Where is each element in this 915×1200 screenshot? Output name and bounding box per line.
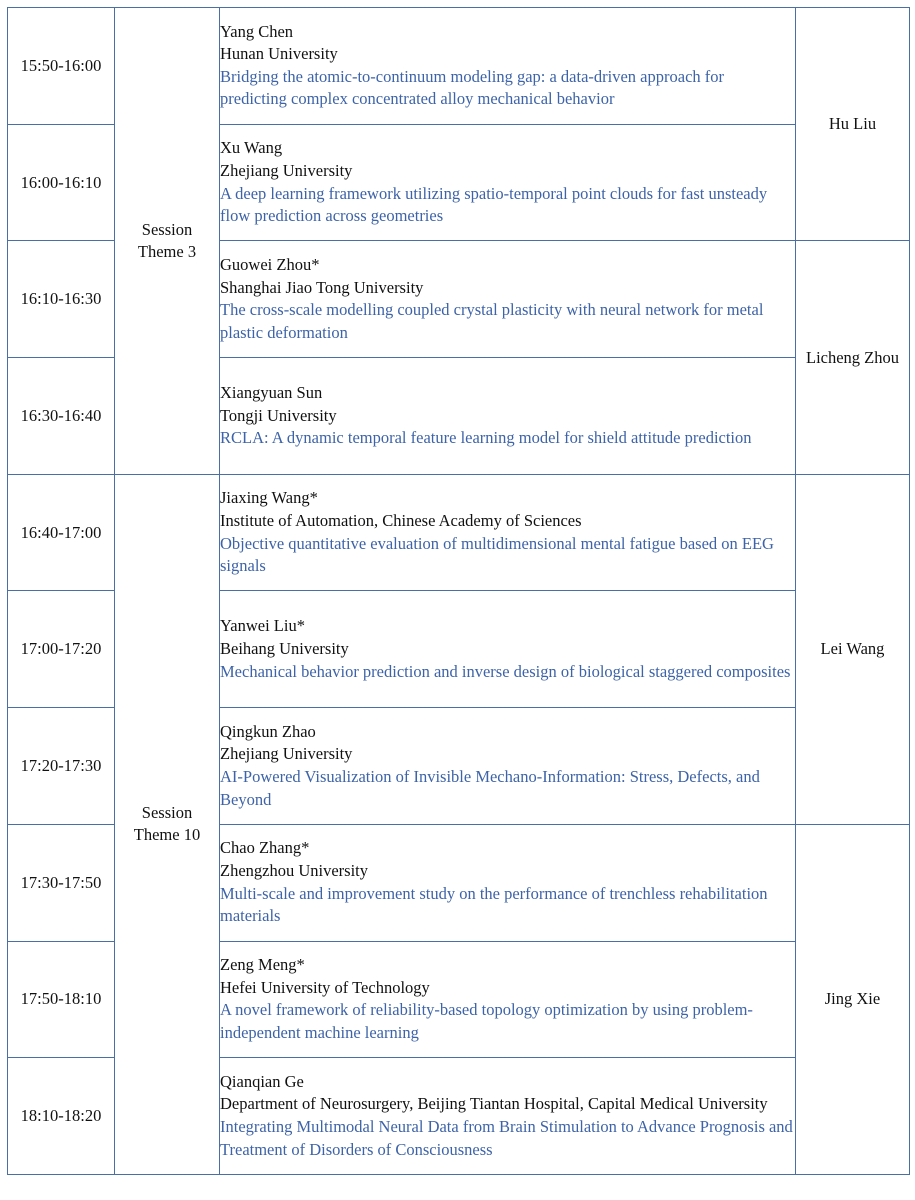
time-slot: 16:40-17:00 — [8, 474, 115, 591]
talk-cell — [220, 708, 796, 825]
table-row — [8, 474, 910, 591]
time-slot: 16:00-16:10 — [8, 124, 115, 241]
talk-cell — [220, 474, 796, 591]
speaker-name: Xiangyuan Sun — [220, 383, 323, 403]
session-label: Session — [141, 219, 193, 239]
speaker-affiliation: Hefei University of Technology — [220, 977, 430, 997]
talk-title: A deep learning framework utilizing spatio-temporal point clouds for fast unsteady flow prediction across geometries — [220, 183, 768, 226]
talk-cell — [220, 358, 796, 475]
speaker-name: Xu Wang — [220, 138, 283, 158]
talk-title: RCLA: A dynamic temporal feature learning model for shield attitude prediction — [220, 428, 752, 448]
speaker-name: Zeng Meng* — [220, 955, 305, 975]
talk-title: Integrating Multimodal Neural Data from Brain Stimulation to Advance Prognosis and Treatment of Disorders of Consciousness — [220, 1117, 793, 1159]
time-slot: 17:30-17:50 — [8, 824, 115, 941]
talk-title: Mechanical behavior prediction and inverse design of biological staggered composites — [220, 661, 791, 681]
talk-title: Objective quantitative evaluation of multidimensional mental fatigue based on EEG signals — [220, 533, 774, 576]
schedule-table — [7, 7, 910, 1175]
session-theme: Theme 10 — [133, 825, 201, 845]
speaker-affiliation: Hunan University — [220, 44, 338, 64]
speaker-name: Chao Zhang* — [220, 838, 310, 858]
speaker-affiliation: Shanghai Jiao Tong University — [220, 277, 424, 297]
time-slot: 18:10-18:20 — [8, 1058, 115, 1175]
time-slot: 16:10-16:30 — [8, 241, 115, 358]
talk-cell — [220, 941, 796, 1058]
speaker-affiliation: Institute of Automation, Chinese Academy of Sciences — [220, 511, 582, 530]
talk-title: AI-Powered Visualization of Invisible Mechano-Information: Stress, Defects, and Beyond — [220, 766, 760, 809]
table-row — [8, 8, 910, 125]
speaker-affiliation: Tongji University — [220, 405, 337, 425]
talk-cell — [220, 1058, 796, 1175]
speaker-affiliation: Zhejiang University — [220, 160, 353, 180]
session-cell — [115, 8, 220, 475]
talk-title: Multi-scale and improvement study on the performance of trenchless rehabilitation materials — [220, 883, 768, 926]
talk-cell — [220, 8, 796, 125]
time-slot: 17:50-18:10 — [8, 941, 115, 1058]
time-slot: 15:50-16:00 — [8, 8, 115, 125]
speaker-affiliation: Zhengzhou University — [220, 861, 369, 881]
talk-title: Bridging the atomic-to-continuum modeling gap: a data-driven approach for predicting complex concentrated alloy mechanical behavior — [220, 66, 725, 109]
chair-cell: Hu Liu — [796, 8, 910, 241]
time-slot: 16:30-16:40 — [8, 358, 115, 475]
speaker-name: Yanwei Liu* — [220, 616, 305, 636]
speaker-affiliation: Beihang University — [220, 638, 349, 658]
speaker-name: Yang Chen — [220, 21, 294, 41]
chair-cell: Licheng Zhou — [796, 241, 910, 474]
speaker-name: Qingkun Zhao — [220, 721, 316, 741]
speaker-name: Jiaxing Wang* — [220, 488, 318, 508]
talk-cell — [220, 241, 796, 358]
speaker-name: Qianqian Ge — [220, 1071, 304, 1091]
time-slot: 17:20-17:30 — [8, 708, 115, 825]
speaker-affiliation: Department of Neurosurgery, Beijing Tiantan Hospital, Capital Medical University — [220, 1094, 768, 1114]
talk-cell — [220, 124, 796, 241]
time-slot: 17:00-17:20 — [8, 591, 115, 708]
session-label: Session — [141, 803, 193, 823]
talk-cell — [220, 824, 796, 941]
speaker-affiliation: Zhejiang University — [220, 744, 353, 764]
talk-title: A novel framework of reliability-based topology optimization by using problem-independent machine learning — [220, 1000, 753, 1042]
session-cell — [115, 474, 220, 1174]
talk-cell — [220, 591, 796, 708]
session-theme: Theme 3 — [137, 241, 197, 261]
chair-cell: Jing Xie — [796, 824, 910, 1174]
chair-cell: Lei Wang — [796, 474, 910, 824]
speaker-name: Guowei Zhou* — [220, 255, 320, 275]
talk-title: The cross-scale modelling coupled crystal plasticity with neural network for metal plastic deformation — [220, 300, 764, 342]
